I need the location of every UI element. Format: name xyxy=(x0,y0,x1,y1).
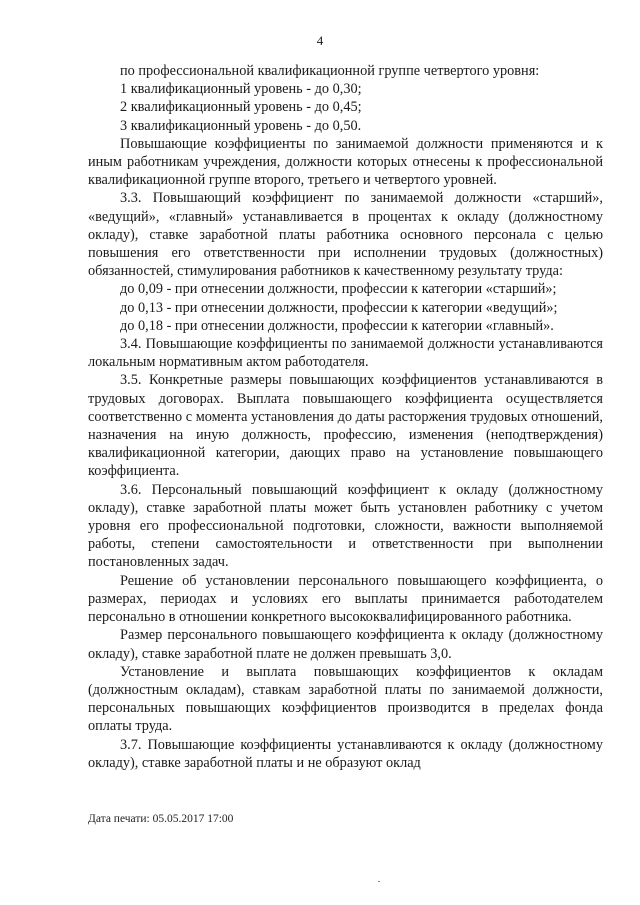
body-paragraph: Установление и выплата повышающих коэффициентов к окладам (должностным окладам), ставкам заработной платы по занимаемой должности, персональных повышающих коэффициентов производится в пределах фонда оплаты труда. xyxy=(88,663,603,735)
print-date-value: 05.05.2017 17:00 xyxy=(152,813,234,825)
document-body xyxy=(88,62,603,772)
body-paragraph: 3.6. Персональный повышающий коэффициент к окладу (должностному окладу), ставке заработной платы может быть установлен работнику с учетом уровня его профессиональной подготовки, сложности, важности выполняемой работы, степени самостоятельности и ответственности при выполнении постановленных задач. xyxy=(88,481,603,571)
body-paragraph: до 0,13 - при отнесении должности, профессии к категории «ведущий»; xyxy=(120,299,558,316)
body-paragraph: Размер персонального повышающего коэффициента к окладу (должностному окладу), ставке заработной плате не должен превышать 3,0. xyxy=(88,627,603,662)
page-number: 4 xyxy=(316,33,324,48)
body-paragraph: 2 квалификационный уровень - до 0,45; xyxy=(120,99,362,116)
body-paragraph: до 0,18 - при отнесении должности, профессии к категории «главный». xyxy=(120,317,554,334)
print-date-label: Дата печати: xyxy=(88,813,150,825)
print-date-footer xyxy=(88,812,233,826)
body-paragraph: 3 квалификационный уровень - до 0,50. xyxy=(120,117,362,134)
body-paragraph: Повышающие коэффициенты по занимаемой должности применяются и к иным работникам учреждения, должности которых отнесены к профессиональной квалификационной группе второго, третьего и четвертого уровней. xyxy=(88,135,603,189)
body-paragraph: до 0,09 - при отнесении должности, профессии к категории «старший»; xyxy=(120,281,557,298)
body-paragraph: 3.7. Повышающие коэффициенты устанавливаются к окладу (должностному окладу), ставке заработной платы и не образуют оклад xyxy=(88,736,603,771)
body-paragraph: по профессиональной квалификационной группе четвертого уровня: xyxy=(120,63,540,79)
body-paragraph: 3.5. Конкретные размеры повышающих коэффициентов устанавливаются в трудовых договорах. Выплата повышающего коэффициента осуществляется соответственно с момента установления до даты расторжения трудовых отношений, назначения на иную должность, профессию, изменения (неподтверждения) квалификационной категории, дающих право на установление повышающего коэффициента. xyxy=(88,372,603,480)
body-paragraph: 3.4. Повышающие коэффициенты по занимаемой должности устанавливаются локальным нормативным актом работодателя. xyxy=(88,336,603,371)
body-paragraph: Решение об установлении персонального повышающего коэффициента, о размерах, периодах и условиях его выплаты принимается работодателем персонально в отношении конкретного высококвалифицированного работника. xyxy=(88,572,603,626)
body-paragraph: 3.3. Повышающий коэффициент по занимаемой должности «старший», «ведущий», «главный» устанавливается в процентах к окладу (должностному окладу), ставке заработной платы работника основного персонала с целью повышения его ответственности при исполнении трудовых (должностных) обязанностей, стимулирования работников к качественному результату труда: xyxy=(88,190,603,280)
scan-speck xyxy=(378,881,380,882)
body-paragraph: 1 квалификационный уровень - до 0,30; xyxy=(120,81,362,98)
